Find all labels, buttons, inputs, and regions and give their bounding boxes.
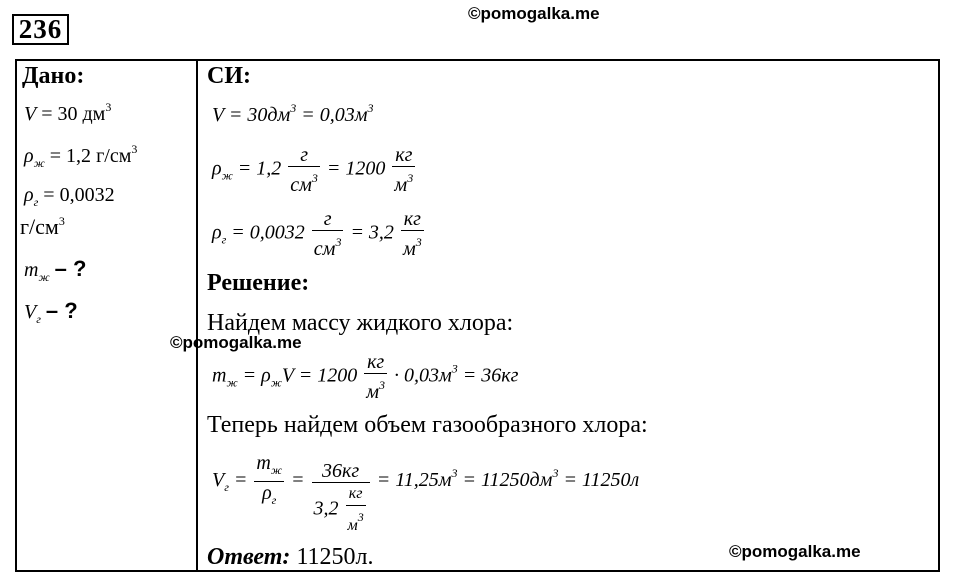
- given-density-gas: $\rho_г = 0,0032$: [24, 184, 115, 209]
- column-divider: [196, 59, 198, 572]
- given-volume: V = 30 $дм^3$: [24, 100, 112, 125]
- solution-heading: Решение:: [207, 270, 310, 296]
- watermark-middle: ©pomogalka.me: [170, 333, 302, 352]
- si-heading: СИ:: [207, 63, 251, 89]
- solution-text-volume: Теперь найдем объем газообразного хлора:: [207, 412, 648, 438]
- watermark-bottom: ©pomogalka.me: [729, 542, 861, 561]
- problem-number: 236: [12, 14, 69, 45]
- watermark-top: ©pomogalka.me: [468, 4, 600, 23]
- solution-text-mass: Найдем массу жидкого хлора:: [207, 310, 514, 336]
- given-density-liquid: $\rho_ж = 1,2$ $г/см^3$: [24, 142, 138, 170]
- given-density-gas-unit: $г/см^3$: [20, 214, 65, 239]
- si-volume: $V = 30дм^3 = 0,03м^3$: [212, 101, 374, 126]
- si-density-gas: $\rho_г = 0,0032$ $\frac{г}{см^3}$ = 3,2 $\frac{кг}{м^3}$: [212, 208, 422, 260]
- find-volume: $V_г$ – ?: [24, 298, 78, 326]
- equation-mass: $m_ж = \rho_жV = 1200$ $\frac{кг}{м^3}$ · $0,03м^3 = 36кг$: [212, 351, 519, 403]
- equation-volume: $V_г$ = $\frac{m_ж}{\rho_г}$ = 36кг 3,2 $\frac{кг}{м^3}$ = $11,25м^3 = 11250дм^3 = 11250л$: [212, 452, 640, 534]
- given-heading: Дано:: [22, 63, 85, 89]
- answer: Ответ: 11250л.: [207, 544, 374, 570]
- find-mass: $m_ж$ – ?: [24, 256, 87, 284]
- si-density-liquid: $\rho_ж = 1,2$ $\frac{г}{см^3}$ = 1200 $\frac{кг}{м^3}$: [212, 144, 414, 196]
